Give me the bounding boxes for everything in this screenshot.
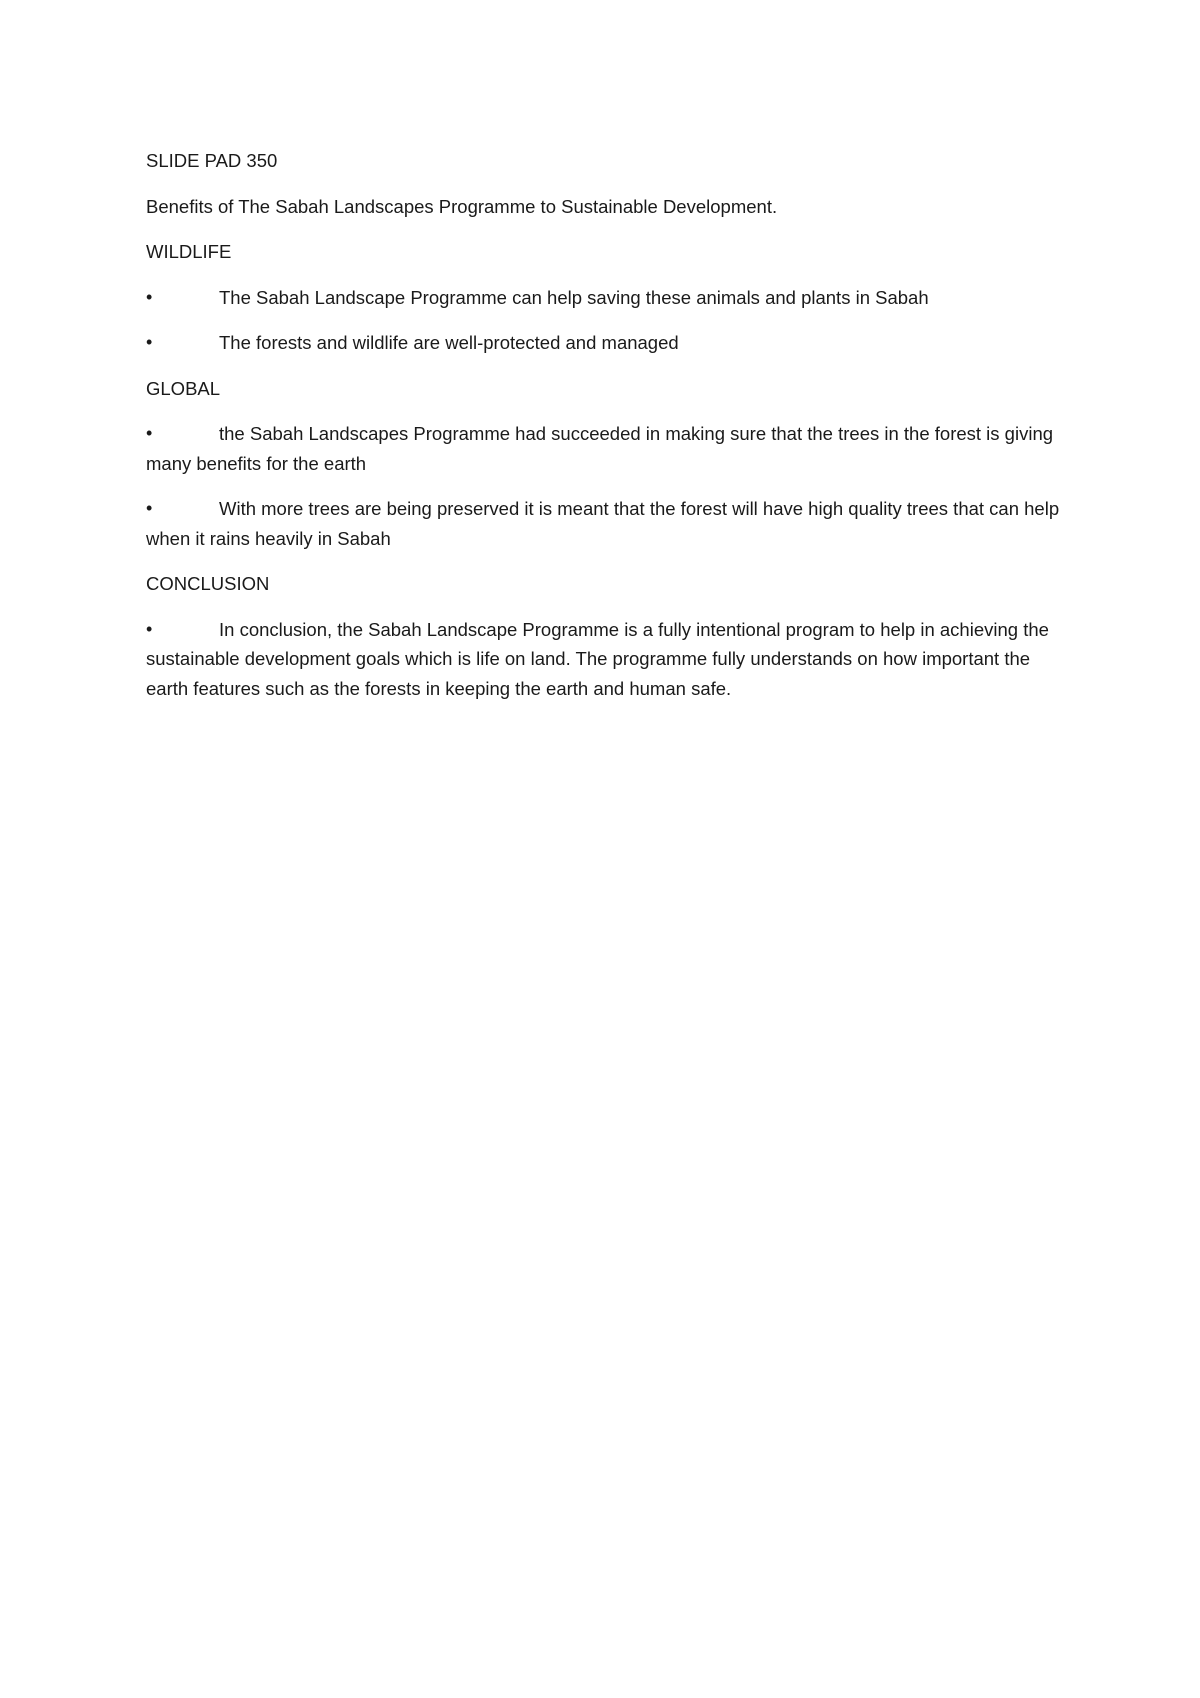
list-item	[146, 615, 1066, 704]
list-item	[146, 419, 1066, 478]
section-heading-conclusion: CONCLUSION	[146, 573, 270, 594]
bullet-icon: •	[146, 286, 153, 307]
bullet-text: In conclusion, the Sabah Landscape Programme is a fully intentional program to help in achieving the sustainable development goals which is life on land. The programme fully understands on how important the earth features such as the forests in keeping the earth and human safe.	[146, 618, 1049, 699]
bullet-icon: •	[146, 498, 153, 518]
list-item	[146, 328, 1066, 358]
bullet-text: the Sabah Landscapes Programme had succeeded in making sure that the trees in the forest is giving many benefits for the earth	[146, 423, 1054, 474]
document-subtitle: Benefits of The Sabah Landscapes Programme to Sustainable Development.	[146, 195, 778, 217]
bullet-text: The Sabah Landscape Programme can help saving these animals and plants in Sabah	[219, 286, 929, 308]
bullet-text: The forests and wildlife are well-protected and managed	[219, 332, 679, 353]
bullet-text: With more trees are being preserved it is meant that the forest will have high quality trees that can help when it rains heavily in Sabah	[146, 498, 1060, 549]
bullet-icon: •	[146, 423, 153, 443]
list-item	[146, 494, 1066, 553]
bullet-icon: •	[146, 618, 153, 639]
list-item	[146, 283, 1066, 313]
section-heading-wildlife: WILDLIFE	[146, 241, 232, 262]
section-heading-global: GLOBAL	[146, 377, 221, 399]
document-body	[146, 146, 1066, 719]
bullet-icon: •	[146, 332, 153, 352]
document-title: SLIDE PAD 350	[146, 150, 278, 171]
